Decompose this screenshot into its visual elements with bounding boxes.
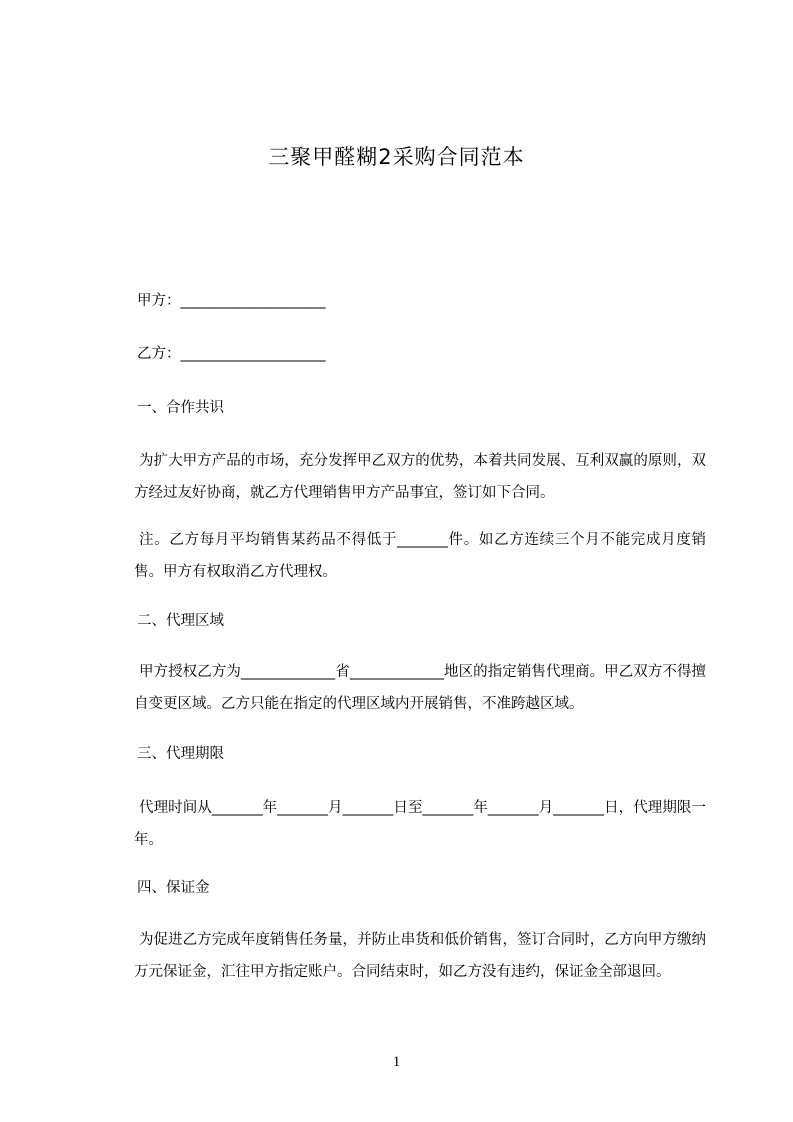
section-paragraph: 注。乙方每月平均销售某药品不得低于_______件。如乙方连续三个月不能完成月度销售。甲方有权取消乙方代理权。 bbox=[134, 532, 706, 580]
section-paragraph: 代理时间从_______年_______月_______日至_______年_______月_______日，代理期限一年。 bbox=[134, 800, 706, 848]
section-paragraph: 为促进乙方完成年度销售任务量，并防止串货和低价销售，签订合同时，乙方向甲方缴纳万元保证金，汇往甲方指定账户。合同结束时，如乙方没有违约，保证金全部退回。 bbox=[134, 932, 706, 980]
section-heading-region: 二、代理区域 bbox=[137, 613, 224, 629]
section-heading-term: 三、代理期限 bbox=[137, 746, 224, 762]
section-paragraph: 甲方授权乙方为_____________省_____________地区的指定销售代理商。甲乙双方不得擅自变更区域。乙方只能在指定的代理区域内开展销售，不准跨越区域。 bbox=[134, 664, 706, 712]
section-paragraph: 为扩大甲方产品的市场，充分发挥甲乙双方的优势，本着共同发展、互利双赢的原则，双方经过友好协商，就乙方代理销售甲方产品事宜，签订如下合同。 bbox=[134, 453, 706, 501]
section-heading-deposit: 四、保证金 bbox=[137, 880, 210, 896]
document-title: 三聚甲醛糊2采购合同范本 bbox=[268, 145, 525, 169]
page-number: 1 bbox=[392, 1054, 401, 1070]
section-heading-cooperation: 一、合作共识 bbox=[137, 400, 224, 416]
party-b-line: 乙方：____________________ bbox=[137, 346, 326, 362]
party-a-line: 甲方：____________________ bbox=[137, 293, 326, 309]
